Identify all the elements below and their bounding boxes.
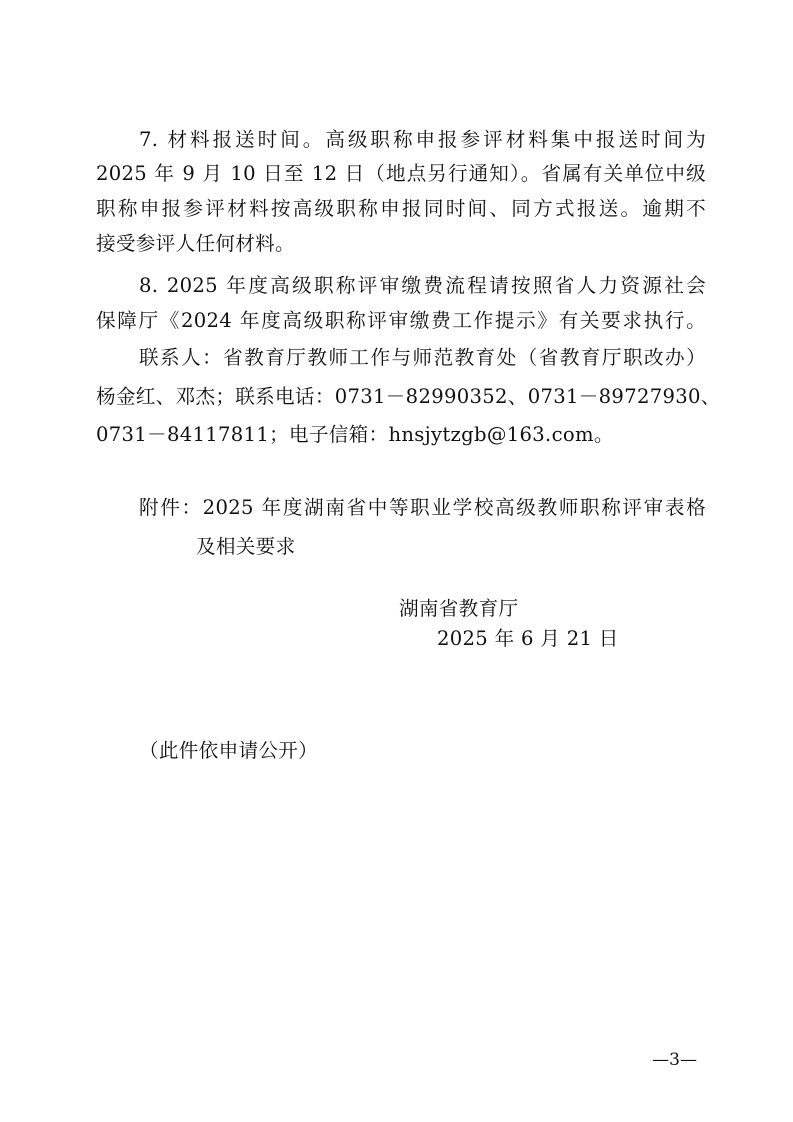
attachment-line-1: 附件：2025 年度湖南省中等职业学校高级教师职称评审表格 <box>139 496 706 519</box>
item8-line-2: 保障厅《2024 年度高级职称评审缴费工作提示》有关要求执行。 <box>96 309 706 332</box>
disclosure-note: （此件依申请公开） <box>139 739 319 762</box>
item7-line-2: 2025 年 9 月 10 日至 12 日（地点另行通知）。省属有关单位中级 <box>96 162 706 185</box>
signature-date: 2025 年 6 月 21 日 <box>437 627 619 650</box>
contact-line-1: 联系人：省教育厅教师工作与师范教育处（省教育厅职改办） <box>139 346 706 369</box>
item7-line-3: 职称申报参评材料按高级职称申报同时间、同方式报送。逾期不 <box>96 197 706 220</box>
attachment-line-2: 及相关要求 <box>196 535 296 558</box>
item7-line-4: 接受参评人任何材料。 <box>96 232 295 255</box>
signature-org: 湖南省教育厅 <box>399 597 519 620</box>
contact-line-3: 0731－84117811；电子信箱：hnsjytzgb@163.com。 <box>96 423 614 446</box>
item7-line-1: 7. 材料报送时间。高级职称申报参评材料集中报送时间为 <box>139 128 706 151</box>
page-number: —3— <box>652 1050 697 1070</box>
contact-line-2: 杨金红、邓杰；联系电话：0731－82990352、0731－89727930、 <box>96 385 721 408</box>
item8-line-1: 8. 2025 年度高级职称评审缴费流程请按照省人力资源社会 <box>139 274 706 297</box>
